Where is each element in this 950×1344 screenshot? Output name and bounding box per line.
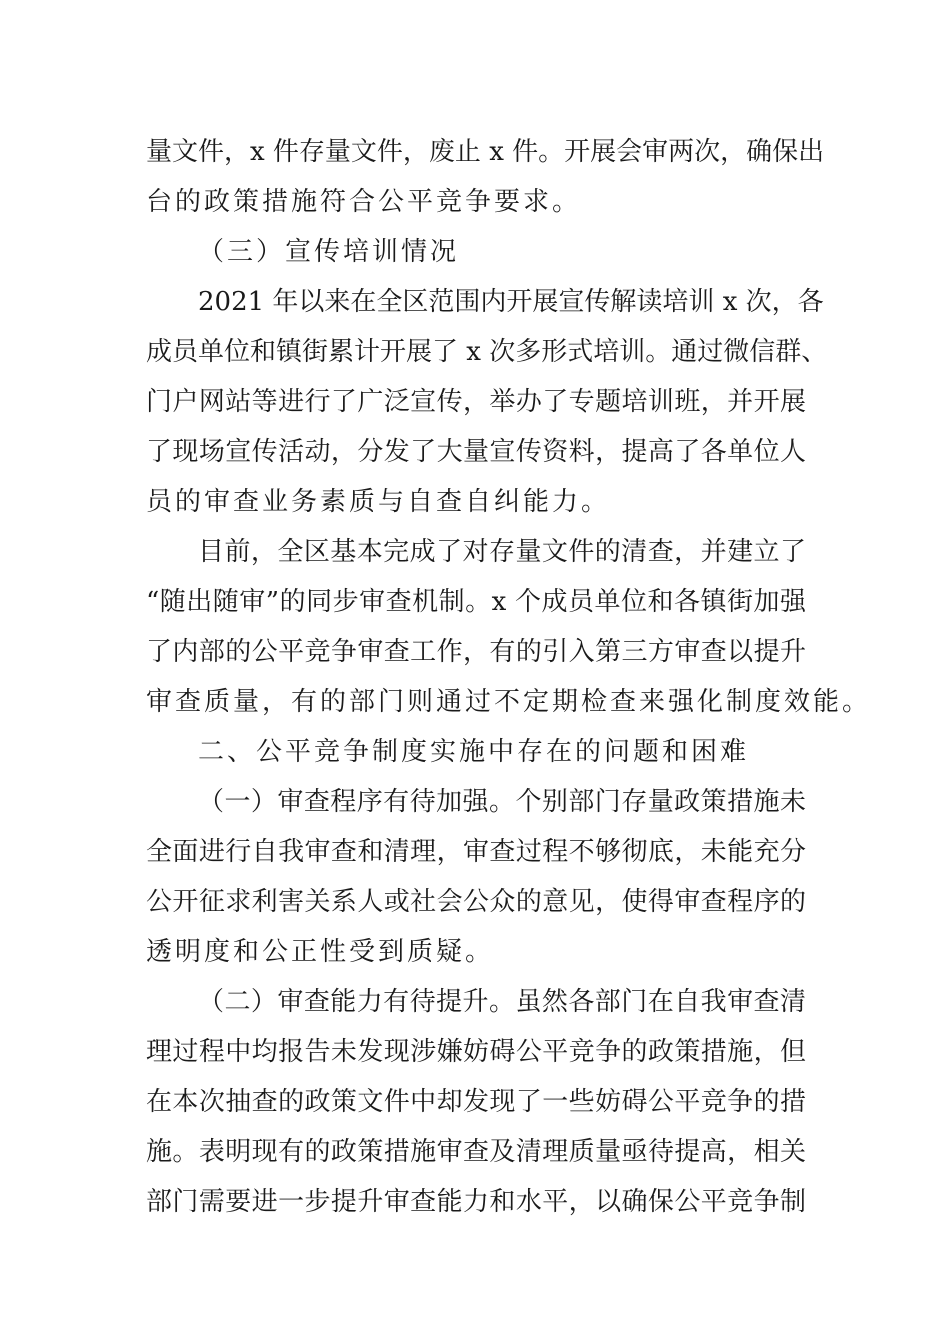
paragraph-line: 透明度和公正性受到质疑。 [146,937,495,967]
paragraph-line: 了现场宣传活动，分发了大量宣传资料，提高了各单位人 [146,437,806,467]
paragraph-line: 员的审查业务素质与自查自纠能力。 [146,487,611,517]
paragraph-line: 审查质量，有的部门则通过不定期检查来强化制度效能。 [146,687,872,717]
paragraph-line: 全面进行自我审查和清理，审查过程不够彻底，未能充分 [146,837,806,867]
paragraph-line: （一）审查程序有待加强。个别部门存量政策措施未 [198,787,806,817]
paragraph-line: 门户网站等进行了广泛宣传，举办了专题培训班，并开展 [146,387,806,417]
paragraph-line: 目前，全区基本完成了对存量文件的清查，并建立了 [198,537,806,567]
paragraph-line: “随出随审”的同步审查机制。x 个成员单位和各镇街加强 [146,587,806,617]
section-heading: （三）宣传培训情况 [198,237,460,267]
paragraph-line: 了内部的公平竞争审查工作，有的引入第三方审查以提升 [146,637,806,667]
paragraph-line: 台的政策措施符合公平竞争要求。 [146,187,582,217]
section-heading: 二、公平竞争制度实施中存在的问题和困难 [198,737,750,767]
paragraph-line: （二）审查能力有待提升。虽然各部门在自我审查清 [198,987,806,1017]
paragraph-line: 理过程中均报告未发现涉嫌妨碍公平竞争的政策措施，但 [146,1037,806,1067]
paragraph-line: 量文件，x 件存量文件，废止 x 件。开展会审两次，确保出 [146,137,825,167]
paragraph-line: 部门需要进一步提升审查能力和水平，以确保公平竞争制 [146,1187,806,1217]
paragraph-line: 成员单位和镇街累计开展了 x 次多形式培训。通过微信群、 [146,337,828,367]
paragraph-line: 施。表明现有的政策措施审查及清理质量亟待提高，相关 [146,1137,806,1167]
paragraph-line: 在本次抽查的政策文件中却发现了一些妨碍公平竞争的措 [146,1087,806,1117]
paragraph-line: 公开征求利害关系人或社会公众的意见，使得审查程序的 [146,887,806,917]
paragraph-line: 2021 年以来在全区范围内开展宣传解读培训 x 次，各 [198,287,824,317]
